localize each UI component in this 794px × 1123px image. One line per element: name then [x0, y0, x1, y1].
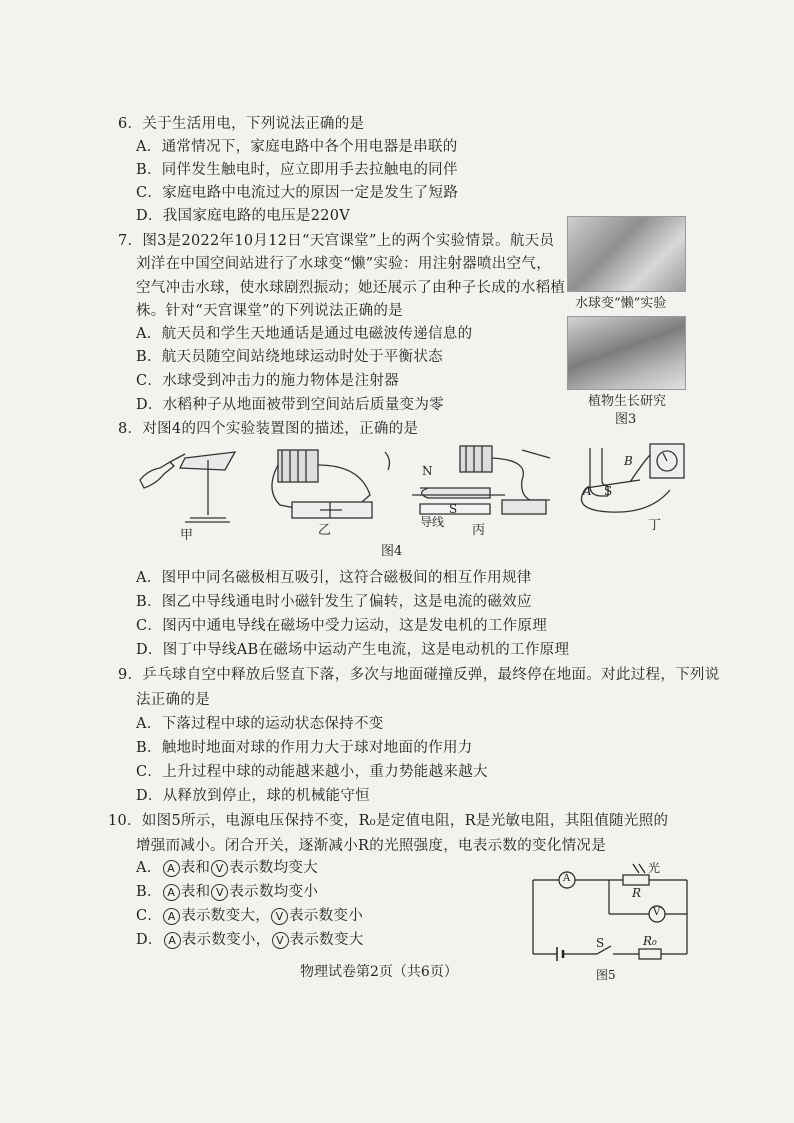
diagram-label-n: N [422, 464, 433, 478]
q7-option-c: C．水球受到冲击力的施力物体是注射器 [136, 373, 399, 389]
page-footer: 物理试卷第2页（共6页） [300, 964, 458, 980]
q8-option-a: A．图甲中同名磁极相互吸引，这符合磁极间的相互作用规律 [136, 570, 532, 586]
q7-option-a: A．航天员和学生天地通话是通过电磁波传递信息的 [136, 326, 473, 342]
water-ball-caption: 水球变“懒”实验 [575, 296, 667, 311]
q10-option-a [136, 856, 318, 877]
q7-stem-line-3: 空气冲击水球，使水球剧烈振动；她还展示了由种子长成的水稻植 [136, 280, 566, 296]
q10-stem-line-1: 10．如图5所示，电源电压保持不变，R₀是定值电阻，R是光敏电阻，其阻值随光照的 [108, 813, 669, 829]
plant-growth-photo [567, 316, 686, 390]
diagram-label-a: A [583, 484, 592, 498]
voltmeter-symbol: V [211, 884, 228, 901]
q9-stem-line-1: 9．乒乓球自空中释放后竖直下落，多次与地面碰撞反弹，最终停在地面。对此过程，下列说 [118, 667, 720, 683]
circuit-r0-label: R₀ [643, 934, 657, 948]
apparatus-yi [272, 450, 389, 518]
option-text: 表和 [180, 860, 211, 876]
plant-growth-caption: 植物生长研究 [588, 394, 667, 409]
water-ball-photo [567, 216, 686, 292]
option-text: 表示数变小， [181, 932, 271, 948]
circuit-voltmeter-label: V [653, 907, 661, 918]
q7-stem-line-4: 株。针对“天宫课堂”的下列说法正确的是 [136, 303, 404, 319]
option-letter: D． [136, 932, 163, 948]
ammeter-symbol: A [163, 860, 180, 877]
q8-stem: 8．对图4的四个实验装置图的描述，正确的是 [118, 421, 419, 437]
figure-3-label: 图3 [615, 412, 637, 427]
diagram-label-s: S [449, 502, 458, 516]
q8-option-c: C．图丙中通电导线在磁场中受力运动，这是发电机的工作原理 [136, 618, 547, 634]
apparatus-jia [140, 452, 235, 522]
option-text: 表示数均变小 [229, 884, 319, 900]
q7-stem-line-2: 刘洋在中国空间站进行了水球变“懒”实验：用注射器喷出空气， [136, 256, 552, 272]
option-letter: A． [136, 860, 162, 876]
option-text: 表示数变大， [181, 908, 271, 924]
q8-option-d: D．图丁中导线AB在磁场中运动产生电流，这是电动机的工作原理 [136, 642, 570, 658]
circuit-ammeter-label: A [563, 873, 571, 884]
q9-option-d: D．从释放到停止，球的机械能守恒 [136, 788, 370, 804]
ammeter-symbol: A [164, 932, 181, 949]
q7-option-d: D．水稻种子从地面被带到空间站后质量变为零 [136, 397, 444, 413]
voltmeter-symbol: V [271, 908, 288, 925]
q9-stem-line-2: 法正确的是 [136, 692, 210, 708]
q10-option-c [136, 904, 363, 925]
q9-option-a: A．下落过程中球的运动状态保持不变 [136, 716, 384, 732]
fixed-resistor [639, 949, 661, 959]
figure-4-label: 图4 [381, 544, 403, 559]
photoresistor [623, 875, 649, 885]
option-text: 表和 [180, 884, 211, 900]
q7-stem-line-1: 7．图3是2022年10月12日“天宫课堂”上的两个实验情景。航天员 [118, 233, 555, 249]
ammeter-symbol: A [163, 908, 180, 925]
q10-stem-line-2: 增强而减小。闭合开关，逐渐减小R的光照强度，电表示数的变化情况是 [136, 838, 607, 854]
label-ding: 丁 [648, 518, 662, 533]
diagram-label-wire: 导线 [420, 515, 445, 529]
q9-option-b: B．触地时地面对球的作用力大于球对地面的作用力 [136, 740, 473, 756]
q6-option-d: D．我国家庭电路的电压是220V [136, 208, 351, 224]
circuit-r-label: R [632, 886, 642, 900]
q6-option-b: B．同伴发生触电时，应立即用手去拉触电的同伴 [136, 162, 458, 178]
label-bing: 丙 [472, 523, 486, 538]
ammeter-symbol: A [163, 884, 180, 901]
figure-5-label: 图5 [596, 968, 616, 982]
option-text: 表示数变小 [289, 908, 364, 924]
option-letter: B． [136, 884, 162, 900]
voltmeter-symbol: V [211, 860, 228, 877]
voltmeter-symbol: V [272, 932, 289, 949]
circuit-switch-label: S [596, 936, 605, 950]
q6-option-c: C．家庭电路中电流过大的原因一定是发生了短路 [136, 185, 459, 201]
diagram-label-b: B [624, 454, 633, 468]
q10-option-d [136, 928, 364, 949]
q10-option-b [136, 880, 318, 901]
q6-option-a: A．通常情况下，家庭电路中各个用电器是串联的 [136, 139, 458, 155]
option-letter: C． [136, 908, 163, 924]
q7-option-b: B．航天员随空间站绕地球运动时处于平衡状态 [136, 349, 443, 365]
q8-option-b: B．图乙中导线通电时小磁针发生了偏转，这是电流的磁效应 [136, 594, 532, 610]
circuit-light-label: 光 [648, 861, 661, 875]
label-yi: 乙 [318, 523, 332, 538]
figure-5-circuit [527, 862, 697, 962]
option-text: 表示数均变大 [229, 860, 318, 876]
label-jia: 甲 [180, 528, 194, 543]
option-text: 表示数变大 [289, 932, 364, 948]
q6-stem: 6．关于生活用电，下列说法正确的是 [118, 116, 365, 132]
diagram-label-s2: S [604, 484, 613, 498]
q9-option-c: C．上升过程中球的动能越来越小，重力势能越来越大 [136, 764, 488, 780]
apparatus-bing [412, 446, 550, 514]
